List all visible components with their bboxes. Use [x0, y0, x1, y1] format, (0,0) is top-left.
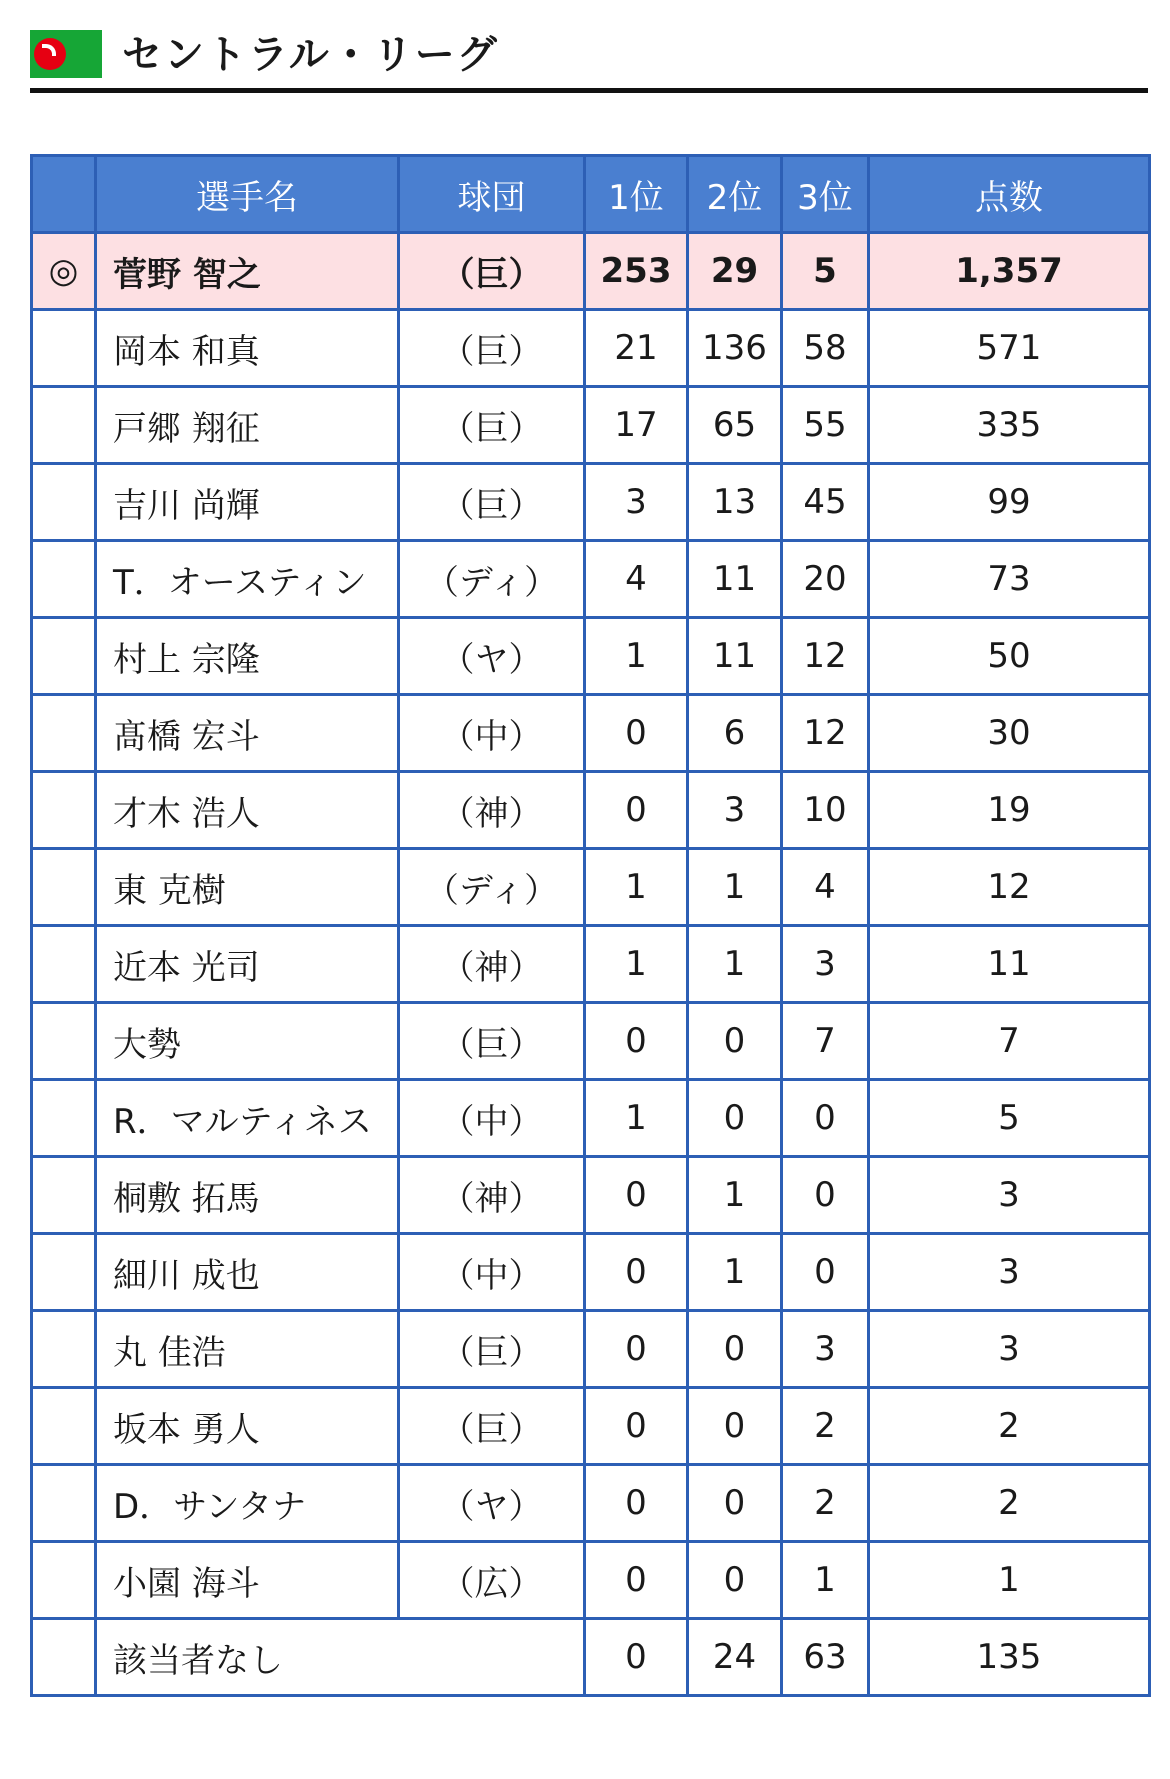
player-name: 吉川 尚輝 [96, 464, 399, 541]
third-place-votes: 3 [782, 1311, 869, 1388]
none-points: 135 [869, 1619, 1150, 1696]
table-row [32, 464, 1150, 541]
third-place-votes: 58 [782, 310, 869, 387]
points: 2 [869, 1465, 1150, 1542]
second-place-votes: 136 [688, 310, 782, 387]
first-place-votes: 0 [585, 1388, 688, 1465]
header-second-place: 2位 [688, 156, 782, 233]
player-name: 戸郷 翔征 [96, 387, 399, 464]
first-place-votes: 0 [585, 695, 688, 772]
second-place-votes: 0 [688, 1080, 782, 1157]
second-place-votes: 6 [688, 695, 782, 772]
table-row [32, 849, 1150, 926]
player-name: 髙橋 宏斗 [96, 695, 399, 772]
header-third-place: 3位 [782, 156, 869, 233]
table-row [32, 1234, 1150, 1311]
vote-results-table [30, 154, 1151, 1697]
player-name: 大勢 [96, 1003, 399, 1080]
row-mark-cell [32, 1003, 96, 1080]
points: 12 [869, 849, 1150, 926]
row-mark-cell [32, 695, 96, 772]
table-row [32, 1157, 1150, 1234]
table-row [32, 1311, 1150, 1388]
second-place-votes: 0 [688, 1388, 782, 1465]
third-place-votes: 55 [782, 387, 869, 464]
points: 3 [869, 1311, 1150, 1388]
points: 2 [869, 1388, 1150, 1465]
first-place-votes: 4 [585, 541, 688, 618]
header-mark [32, 156, 96, 233]
points: 3 [869, 1234, 1150, 1311]
table-row [32, 1542, 1150, 1619]
player-name: 坂本 勇人 [96, 1388, 399, 1465]
points: 73 [869, 541, 1150, 618]
header-first-place: 1位 [585, 156, 688, 233]
team: （神） [399, 926, 585, 1003]
winner-second: 29 [688, 233, 782, 310]
points: 50 [869, 618, 1150, 695]
table-row [32, 1003, 1150, 1080]
team: （巨） [399, 1388, 585, 1465]
none-row [32, 1619, 1150, 1696]
row-mark-cell [32, 772, 96, 849]
first-place-votes: 0 [585, 1542, 688, 1619]
points: 3 [869, 1157, 1150, 1234]
row-mark-cell [32, 1157, 96, 1234]
player-name: 村上 宗隆 [96, 618, 399, 695]
team: （広） [399, 1542, 585, 1619]
points: 571 [869, 310, 1150, 387]
first-place-votes: 0 [585, 1157, 688, 1234]
team: （巨） [399, 464, 585, 541]
team: （ヤ） [399, 618, 585, 695]
team: （神） [399, 1157, 585, 1234]
row-mark-cell [32, 1542, 96, 1619]
winner-team: （巨） [399, 233, 585, 310]
winner-first: 253 [585, 233, 688, 310]
header-team: 球団 [399, 156, 585, 233]
second-place-votes: 65 [688, 387, 782, 464]
second-place-votes: 1 [688, 926, 782, 1003]
none-label: 該当者なし [96, 1619, 585, 1696]
points: 30 [869, 695, 1150, 772]
player-name: 東 克樹 [96, 849, 399, 926]
third-place-votes: 0 [782, 1080, 869, 1157]
second-place-votes: 0 [688, 1542, 782, 1619]
team: （ヤ） [399, 1465, 585, 1542]
row-mark-cell [32, 1619, 96, 1696]
player-name: 丸 佳浩 [96, 1311, 399, 1388]
winner-points: 1,357 [869, 233, 1150, 310]
table-row [32, 772, 1150, 849]
table-row [32, 1080, 1150, 1157]
player-name: D．サンタナ [96, 1465, 399, 1542]
winner-third: 5 [782, 233, 869, 310]
third-place-votes: 7 [782, 1003, 869, 1080]
points: 7 [869, 1003, 1150, 1080]
row-mark-cell [32, 310, 96, 387]
row-mark-cell [32, 1080, 96, 1157]
third-place-votes: 12 [782, 695, 869, 772]
third-place-votes: 0 [782, 1157, 869, 1234]
third-place-votes: 2 [782, 1388, 869, 1465]
points: 11 [869, 926, 1150, 1003]
second-place-votes: 11 [688, 541, 782, 618]
player-name: R．マルティネス [96, 1080, 399, 1157]
third-place-votes: 1 [782, 1542, 869, 1619]
team: （巨） [399, 387, 585, 464]
first-place-votes: 21 [585, 310, 688, 387]
third-place-votes: 12 [782, 618, 869, 695]
first-place-votes: 0 [585, 1234, 688, 1311]
team: （中） [399, 1234, 585, 1311]
first-place-votes: 0 [585, 1311, 688, 1388]
second-place-votes: 1 [688, 1234, 782, 1311]
first-place-votes: 1 [585, 926, 688, 1003]
row-mark-cell [32, 387, 96, 464]
none-first: 0 [585, 1619, 688, 1696]
team: （中） [399, 1080, 585, 1157]
player-name: 桐敷 拓馬 [96, 1157, 399, 1234]
team: （ディ） [399, 541, 585, 618]
table-row [32, 1465, 1150, 1542]
row-mark-cell [32, 1465, 96, 1542]
winner-name: 菅野 智之 [96, 233, 399, 310]
team: （巨） [399, 1003, 585, 1080]
table-header-row [32, 156, 1150, 233]
points: 99 [869, 464, 1150, 541]
row-mark-cell [32, 618, 96, 695]
league-title: セントラル・リーグ [122, 32, 499, 78]
league-header [30, 22, 1148, 93]
player-name: 細川 成也 [96, 1234, 399, 1311]
points: 5 [869, 1080, 1150, 1157]
row-mark-cell [32, 464, 96, 541]
central-league-logo-icon [30, 30, 102, 78]
points: 1 [869, 1542, 1150, 1619]
row-mark-cell [32, 541, 96, 618]
table-row [32, 926, 1150, 1003]
team: （巨） [399, 1311, 585, 1388]
team: （神） [399, 772, 585, 849]
header-points: 点数 [869, 156, 1150, 233]
second-place-votes: 1 [688, 849, 782, 926]
winner-row [32, 233, 1150, 310]
player-name: 才木 浩人 [96, 772, 399, 849]
team: （ディ） [399, 849, 585, 926]
second-place-votes: 13 [688, 464, 782, 541]
table-row [32, 541, 1150, 618]
none-second: 24 [688, 1619, 782, 1696]
table-row [32, 695, 1150, 772]
first-place-votes: 1 [585, 849, 688, 926]
table-row [32, 310, 1150, 387]
second-place-votes: 1 [688, 1157, 782, 1234]
row-mark-cell [32, 1234, 96, 1311]
row-mark-cell [32, 1311, 96, 1388]
second-place-votes: 11 [688, 618, 782, 695]
first-place-votes: 3 [585, 464, 688, 541]
third-place-votes: 20 [782, 541, 869, 618]
first-place-votes: 0 [585, 1465, 688, 1542]
player-name: 近本 光司 [96, 926, 399, 1003]
second-place-votes: 0 [688, 1003, 782, 1080]
points: 19 [869, 772, 1150, 849]
row-mark-cell [32, 1388, 96, 1465]
third-place-votes: 10 [782, 772, 869, 849]
team: （中） [399, 695, 585, 772]
first-place-votes: 0 [585, 1003, 688, 1080]
first-place-votes: 1 [585, 618, 688, 695]
second-place-votes: 0 [688, 1465, 782, 1542]
first-place-votes: 17 [585, 387, 688, 464]
third-place-votes: 4 [782, 849, 869, 926]
third-place-votes: 3 [782, 926, 869, 1003]
row-mark-cell [32, 926, 96, 1003]
first-place-votes: 1 [585, 1080, 688, 1157]
player-name: 岡本 和真 [96, 310, 399, 387]
table-row [32, 1388, 1150, 1465]
player-name: T．オースティン [96, 541, 399, 618]
team: （巨） [399, 310, 585, 387]
points: 335 [869, 387, 1150, 464]
second-place-votes: 0 [688, 1311, 782, 1388]
first-place-votes: 0 [585, 772, 688, 849]
player-name: 小園 海斗 [96, 1542, 399, 1619]
third-place-votes: 45 [782, 464, 869, 541]
third-place-votes: 0 [782, 1234, 869, 1311]
table-row [32, 387, 1150, 464]
double-circle-mark-icon: ◎ [32, 233, 96, 310]
none-third: 63 [782, 1619, 869, 1696]
row-mark-cell [32, 849, 96, 926]
third-place-votes: 2 [782, 1465, 869, 1542]
header-player-name: 選手名 [96, 156, 399, 233]
second-place-votes: 3 [688, 772, 782, 849]
table-row [32, 618, 1150, 695]
